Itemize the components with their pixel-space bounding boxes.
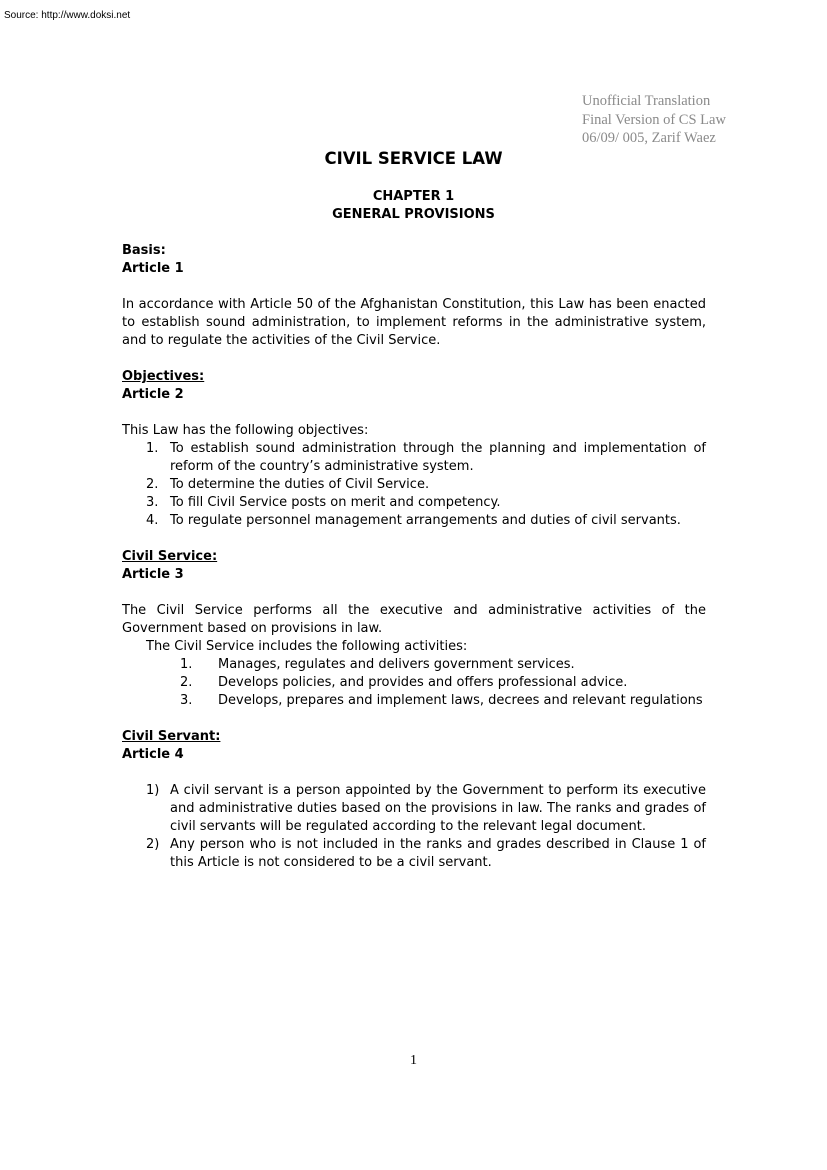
article-4-heading: Civil Servant: xyxy=(122,729,221,744)
article-3-intro: The Civil Service includes the following activities: xyxy=(146,639,468,654)
chapter-name: GENERAL PROVISIONS xyxy=(332,207,495,222)
list-item: 2) Any person who is not included in the ranks and grades described in Clause 1 of this Article is not considered to be a civil servant. xyxy=(146,837,706,870)
note-line: 06/09/ 005, Zarif Waez xyxy=(582,130,716,146)
page-number: 1 xyxy=(410,1053,417,1068)
list-item: 1. To establish sound administration through the planning and implementation of reform of the country’s administrative system. xyxy=(146,441,706,474)
article-2-label: Article 2 xyxy=(122,387,184,402)
article-1-heading: Basis: xyxy=(122,243,166,258)
list-item: 2. Develops policies, and provides and offers professional advice. xyxy=(180,675,628,690)
document-body xyxy=(122,242,706,872)
article-2-heading: Objectives: xyxy=(122,369,205,384)
list-item: 3. Develops, prepares and implement laws, decrees and relevant regulations xyxy=(180,693,703,708)
article-2-intro: This Law has the following objectives: xyxy=(122,423,369,438)
chapter-number: CHAPTER 1 xyxy=(372,189,455,204)
activities-list xyxy=(122,656,706,710)
source-url: Source: http://www.doksi.net xyxy=(4,10,131,21)
article-4-label: Article 4 xyxy=(122,747,184,762)
civil-servant-clauses xyxy=(122,782,706,872)
note-line: Unofficial Translation xyxy=(582,93,711,109)
chapter-heading xyxy=(0,188,827,224)
article-1-text: In accordance with Article 50 of the Afghanistan Constitution, this Law has been enacted to establish sound administration, to implement reforms in the administrative system, and to regulate the activities of the Civil Service. xyxy=(122,297,706,348)
list-item: 1. Manages, regulates and delivers government services. xyxy=(180,657,575,672)
note-line: Final Version of CS Law xyxy=(582,111,726,128)
list-item: 2. To determine the duties of Civil Service. xyxy=(146,477,430,492)
list-item: 3. To fill Civil Service posts on merit and competency. xyxy=(146,495,501,510)
objectives-list xyxy=(122,440,706,530)
document-title: CIVIL SERVICE LAW xyxy=(324,149,503,168)
article-3-label: Article 3 xyxy=(122,567,184,582)
article-3-heading: Civil Service: xyxy=(122,549,218,564)
translation-note xyxy=(582,92,726,148)
list-item: 4. To regulate personnel management arrangements and duties of civil servants. xyxy=(146,513,681,528)
list-item: 1) A civil servant is a person appointed by the Government to perform its executive and administrative duties based on the provisions in law. The ranks and grades of civil servants will be regulated according to the relevant legal document. xyxy=(146,783,706,834)
article-3-text: The Civil Service performs all the executive and administrative activities of the Government based on provisions in law. xyxy=(122,603,706,636)
article-1-label: Article 1 xyxy=(122,261,184,276)
